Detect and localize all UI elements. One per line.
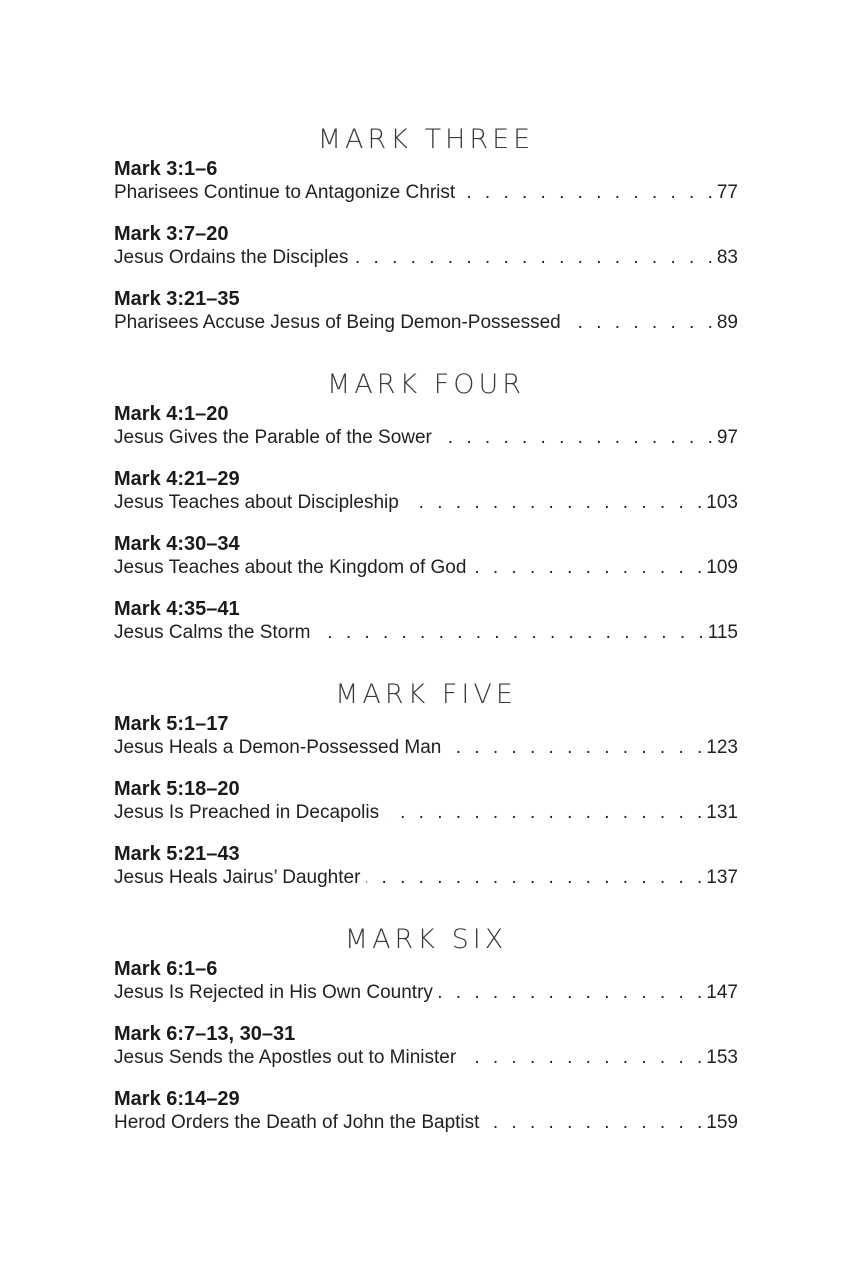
entry-title: Jesus Is Preached in Decapolis [114, 802, 380, 823]
entry-line [114, 801, 738, 825]
scripture-reference: Mark 5:21–43 [114, 843, 240, 865]
toc-section-mark-five [114, 679, 738, 890]
dot-leader [385, 801, 702, 825]
toc-entry[interactable] [114, 532, 738, 580]
toc-entry[interactable] [114, 712, 738, 760]
page-number: 77 [716, 182, 738, 203]
entry-title: Jesus Sends the Apostles out to Minister [114, 1047, 457, 1068]
entry-line [114, 246, 738, 270]
dot-leader [438, 426, 713, 450]
toc-entry[interactable] [114, 957, 738, 1005]
toc-entry[interactable] [114, 597, 738, 645]
toc-entry[interactable] [114, 777, 738, 825]
page-number: 159 [706, 1112, 738, 1133]
dot-leader [485, 1111, 702, 1135]
scripture-reference: Mark 5:1–17 [114, 713, 229, 735]
dot-leader [462, 1046, 702, 1070]
entry-line [114, 491, 738, 515]
entry-line [114, 621, 738, 645]
scripture-reference: Mark 6:1–6 [114, 958, 218, 980]
entry-line [114, 426, 738, 450]
scripture-reference: Mark 6:14–29 [114, 1088, 240, 1110]
dot-leader [567, 311, 713, 335]
entry-line [114, 866, 738, 890]
toc-entry[interactable] [114, 287, 738, 335]
entry-title: Jesus Calms the Storm [114, 622, 311, 643]
toc-entry[interactable] [114, 1022, 738, 1070]
page-number: 83 [716, 247, 738, 268]
page-number: 109 [706, 557, 738, 578]
entry-title: Jesus Gives the Parable of the Sower [114, 427, 432, 448]
dot-leader [366, 866, 702, 890]
page-number: 131 [706, 802, 738, 823]
toc-entry[interactable] [114, 1087, 738, 1135]
scripture-reference: Mark 6:7–13, 30–31 [114, 1023, 296, 1045]
toc-section-mark-four [114, 369, 738, 645]
dot-leader [439, 981, 702, 1005]
section-title: MARK FOUR [326, 369, 526, 400]
toc-entry[interactable] [114, 222, 738, 270]
entry-title: Pharisees Continue to Antagonize Christ [114, 182, 456, 203]
dot-leader [405, 491, 702, 515]
page-number: 137 [706, 867, 738, 888]
entry-line [114, 1111, 738, 1135]
entry-title: Jesus Teaches about the Kingdom of God [114, 557, 467, 578]
entry-line [114, 311, 738, 335]
page-number: 89 [716, 312, 738, 333]
entry-line [114, 556, 738, 580]
dot-leader [461, 181, 713, 205]
dot-leader [447, 736, 702, 760]
dot-leader [472, 556, 702, 580]
entry-title: Herod Orders the Death of John the Baptist [114, 1112, 480, 1133]
page-number: 147 [706, 982, 738, 1003]
scripture-reference: Mark 3:7–20 [114, 223, 229, 245]
scripture-reference: Mark 5:18–20 [114, 778, 240, 800]
section-title: MARK FIVE [335, 679, 517, 710]
page-number: 97 [716, 427, 738, 448]
scripture-reference: Mark 4:1–20 [114, 403, 229, 425]
dot-leader [316, 621, 703, 645]
toc-entry[interactable] [114, 842, 738, 890]
entry-line [114, 736, 738, 760]
toc-section-mark-six [114, 924, 738, 1135]
toc-entry[interactable] [114, 402, 738, 450]
scripture-reference: Mark 4:35–41 [114, 598, 240, 620]
entry-title: Pharisees Accuse Jesus of Being Demon-Possessed [114, 312, 561, 333]
table-of-contents [114, 124, 738, 1169]
dot-leader [354, 246, 712, 270]
entry-title: Jesus Heals Jairus’ Daughter [114, 867, 361, 888]
toc-entry[interactable] [114, 467, 738, 515]
toc-section-mark-three [114, 124, 738, 335]
scripture-reference: Mark 4:30–34 [114, 533, 240, 555]
section-title: MARK SIX [344, 924, 508, 955]
scripture-reference: Mark 3:21–35 [114, 288, 240, 310]
entry-line [114, 1046, 738, 1070]
page-number: 115 [707, 622, 738, 643]
toc-entry[interactable] [114, 157, 738, 205]
scripture-reference: Mark 3:1–6 [114, 158, 218, 180]
entry-line [114, 981, 738, 1005]
entry-title: Jesus Teaches about Discipleship [114, 492, 399, 513]
entry-title: Jesus Heals a Demon-Possessed Man [114, 737, 442, 758]
scripture-reference: Mark 4:21–29 [114, 468, 240, 490]
section-title: MARK THREE [317, 124, 535, 155]
entry-line [114, 181, 738, 205]
entry-title: Jesus Is Rejected in His Own Country [114, 982, 433, 1003]
page-number: 103 [706, 492, 738, 513]
page-number: 123 [706, 737, 738, 758]
entry-title: Jesus Ordains the Disciples [114, 247, 349, 268]
page-number: 153 [706, 1047, 738, 1068]
